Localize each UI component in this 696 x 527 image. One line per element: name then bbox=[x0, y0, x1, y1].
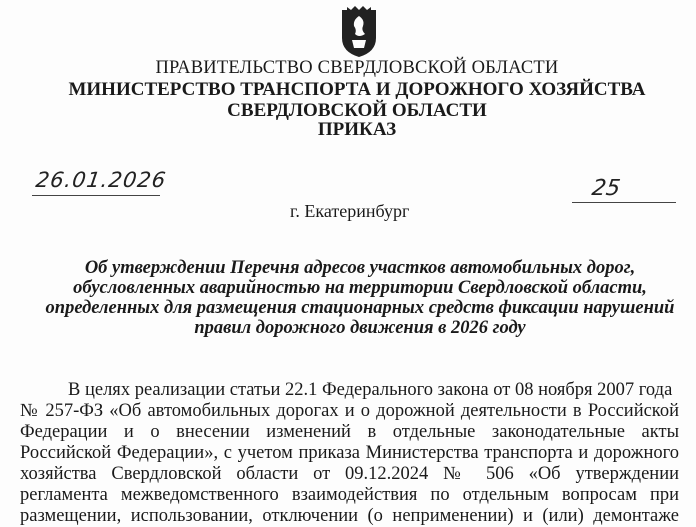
document-type: ПРИКАЗ bbox=[317, 119, 397, 140]
ministry-name-line2: СВЕРДЛОВСКОЙ ОБЛАСТИ bbox=[227, 100, 487, 121]
body-line: № 257-ФЗ «Об автомобильных дорогах и о дорожной деятельности в Российской bbox=[20, 401, 679, 421]
number-underline bbox=[572, 202, 676, 203]
subject-line: обусловленных аварийностью на территории Свердловской области, bbox=[73, 278, 647, 298]
order-number: 25 bbox=[590, 176, 622, 201]
body-line: размещении, использовании, отключении (о неприменении) и (или) демонтаже bbox=[20, 506, 679, 526]
ministry-name bbox=[9, 79, 696, 121]
subject-line: Об утверждении Перечня адресов участков автомобильных дорог, bbox=[84, 258, 636, 278]
subject-line: определенных для размещения стационарных средств фиксации нарушений bbox=[45, 298, 675, 318]
order-subject bbox=[20, 258, 696, 338]
city: г. Екатеринбург bbox=[290, 201, 410, 221]
order-body-text bbox=[20, 380, 679, 527]
ministry-name-line1: МИНИСТЕРСТВО ТРАНСПОРТА И ДОРОЖНОГО ХОЗЯЙСТВА bbox=[68, 79, 646, 100]
body-line: регламента межведомственного взаимодействия по отдельным вопросам при bbox=[20, 485, 679, 505]
body-line: В целях реализации статьи 22.1 Федерального закона от 08 ноября 2007 года bbox=[68, 380, 673, 400]
subject-line: правил дорожного движения в 2026 году bbox=[194, 318, 526, 338]
body-line: Федерации и о внесении изменений в отдельные законодательные акты bbox=[20, 422, 679, 442]
government-name: ПРАВИТЕЛЬСТВО СВЕРДЛОВСКОЙ ОБЛАСТИ bbox=[155, 58, 559, 78]
date-underline bbox=[32, 195, 160, 196]
coat-of-arms-icon bbox=[339, 4, 379, 58]
body-line: Российской Федерации», с учетом приказа Министерства транспорта и дорожного bbox=[20, 443, 679, 463]
body-line: хозяйства Свердловской области от 09.12.2024 № 506 «Об утверждении bbox=[20, 464, 679, 484]
order-date: 26.01.2026 bbox=[34, 168, 168, 192]
